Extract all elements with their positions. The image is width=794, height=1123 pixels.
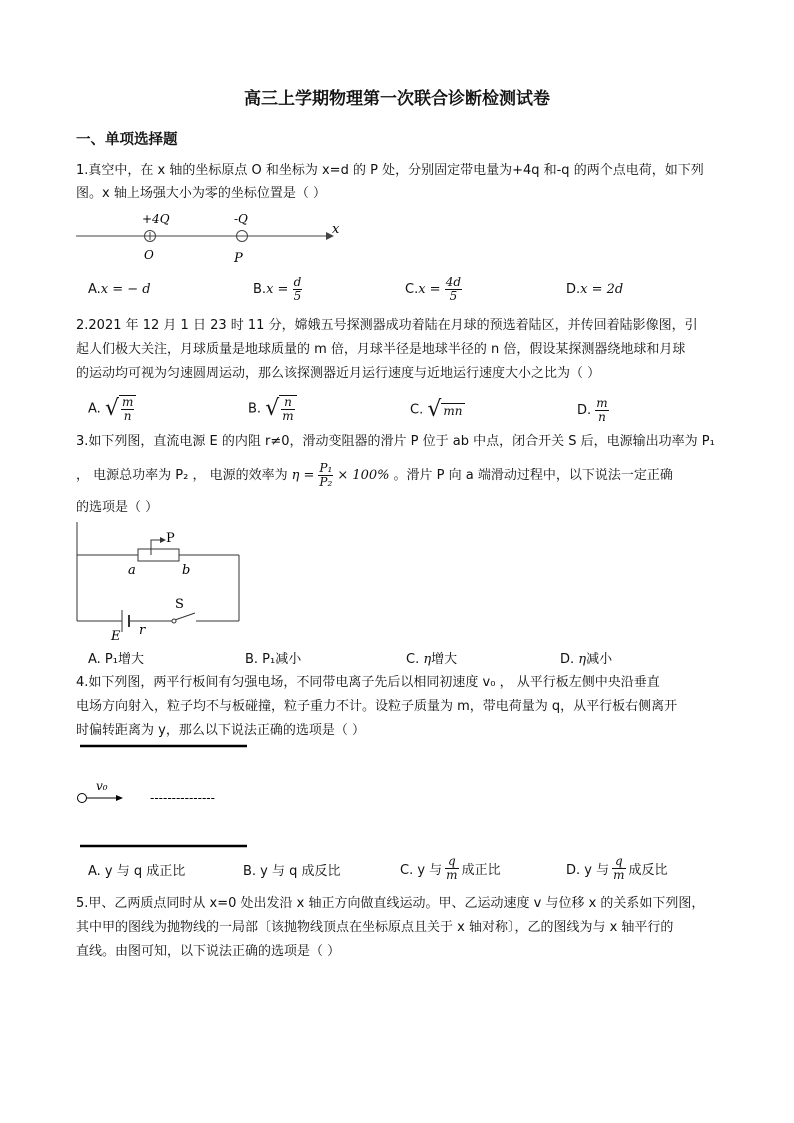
q3-option-d[interactable]: D. η减小	[560, 652, 613, 667]
page-title: 高三上学期物理第一次联合诊断检测试卷	[244, 89, 550, 109]
section-heading: 一、单项选择题	[76, 132, 178, 148]
q1-stem-line1: 1.真空中，在 x 轴的坐标原点 O 和坐标为 x=d 的 P 处，分别固定带电量为+4q 和-q 的两个点电荷，如下列	[76, 163, 704, 178]
q3-stem-line2: ， 电源总功率为 P₂ ， 电源的效率为 η = $\frac{\text{P₁}}{\text{P₂}}$ × 100% 。滑片 P 向 a 端滑动过程中，以下说法一定正确	[76, 461, 673, 489]
q4-option-a[interactable]: A. y 与 q 成正比	[88, 864, 186, 879]
q4-stem-line2: 电场方向射入，粒子均不与板碰撞，粒子重力不计。设粒子质量为 m，带电荷量为 q，从平行板右侧离开	[76, 699, 678, 714]
q4-stem-line3: 时偏转距离为 y，那么以下说法正确的选项是（ ）	[76, 723, 365, 738]
q5-stem-line2: 其中甲的图线为抛物线的一局部〔该抛物线顶点在坐标原点且关于 x 轴对称〕，乙的图线为与 x 轴平行的	[76, 920, 674, 935]
q3-end-a-label: a	[128, 563, 136, 578]
q3-option-a[interactable]: A. P₁增大	[88, 652, 144, 667]
q2-stem-line2: 起人们极大关注，月球质量是地球质量的 m 倍，月球半径是地球半径的 n 倍，假设某探测器绕地球和月球	[76, 342, 686, 357]
q3-emf-label: E	[111, 629, 121, 644]
q1-point-label: P	[234, 251, 243, 266]
q1-origin-label: O	[144, 248, 154, 262]
q3-stem-line1: 3.如下列图，直流电源 E 的内阻 r≠0，滑动变阻器的滑片 P 位于 ab 中点，闭合开关 S 后，电源输出功率为 P₁	[76, 434, 715, 449]
q4-option-c[interactable]: C. y 与 $\frac{q}{m}$ 成正比	[400, 854, 501, 882]
q4-stem-line1: 4.如下列图，两平行板间有匀强电场，不同带电离子先后以相同初速度 v₀ ， 从平行板左侧中央沿垂直	[76, 675, 660, 690]
q4-velocity-label: v₀	[96, 779, 108, 793]
q5-stem-line3: 直线。由图可知，以下说法正确的选项是（ ）	[76, 944, 341, 959]
q3-option-b[interactable]: B. P₁减小	[245, 652, 302, 667]
q3-resistance-label: r	[139, 623, 146, 638]
q1-option-b[interactable]: B.x = $\frac{d}{5}$	[253, 275, 302, 303]
q2-option-d[interactable]: D. $\frac{m}{n}$	[577, 396, 608, 424]
q1-axis-figure	[76, 205, 346, 267]
q4-center-dashes: ---------------	[150, 791, 215, 805]
q2-option-a[interactable]: A. √ $\frac{m}{n}$	[88, 395, 136, 423]
q1-charge-minus: -Q	[234, 212, 248, 226]
q1-option-c[interactable]: C.x = $\frac{4d}{5}$	[405, 275, 462, 303]
q4-plates-figure	[76, 742, 256, 852]
q3-end-b-label: b	[182, 563, 191, 578]
q2-stem-line1: 2.2021 年 12 月 1 日 23 时 11 分，嫦娥五号探测器成功着陆在月球的预选着陆区，并传回着陆影像图，引	[76, 318, 698, 333]
q4-option-d[interactable]: D. y 与 $\frac{q}{m}$ 成反比	[566, 854, 668, 882]
q1-stem-line2: 图。x 轴上场强大小为零的坐标位置是（ ）	[76, 186, 326, 201]
q2-stem-line3: 的运动均可视为匀速圆周运动，那么该探测器近月运行速度与近地运行速度大小之比为（ ）	[76, 366, 601, 381]
q3-stem-line3: 的选项是（ ）	[76, 500, 159, 515]
q3-circuit-figure	[76, 522, 246, 644]
q5-stem-line1: 5.甲、乙两质点同时从 x=0 处出发沿 x 轴正方向做直线运动。甲、乙运动速度 v 与位移 x 的关系如下列图，	[76, 896, 705, 911]
q3-slider-label: P	[166, 531, 175, 546]
q1-charge-plus: +4Q	[142, 212, 170, 226]
q1-option-a[interactable]: A.x = − d	[88, 282, 151, 297]
q4-option-b[interactable]: B. y 与 q 成反比	[243, 864, 341, 879]
q1-option-d[interactable]: D.x = 2d	[566, 282, 624, 297]
q3-switch-label: S	[175, 597, 184, 612]
q3-option-c[interactable]: C. η增大	[406, 652, 458, 667]
q2-option-c[interactable]: C. √ mn	[410, 397, 463, 422]
q1-axis-label: x	[332, 222, 340, 237]
q2-option-b[interactable]: B. √ $\frac{n}{m}$	[248, 395, 297, 423]
